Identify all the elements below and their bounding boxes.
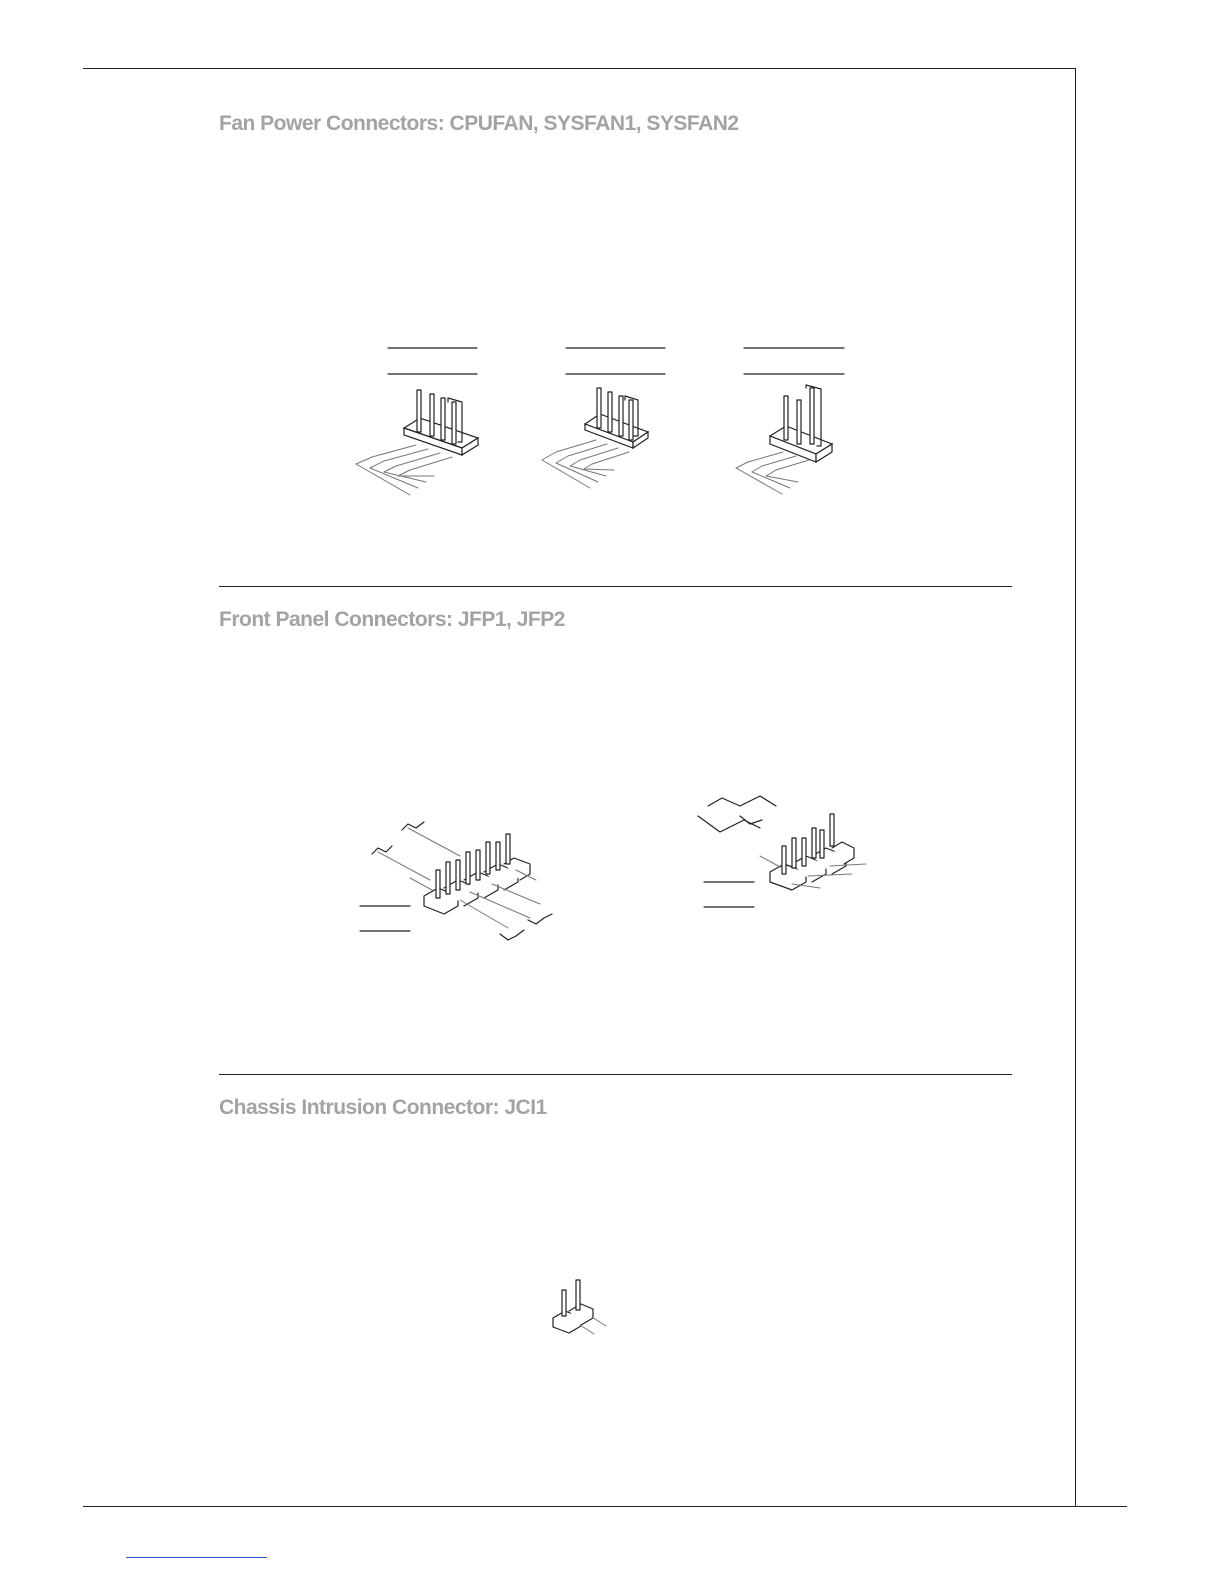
- fan-connectors-title: Fan Power Connectors: CPUFAN, SYSFAN1, SYSFAN2: [219, 112, 739, 135]
- footer-link-underline[interactable]: [126, 1557, 267, 1558]
- jci1-connector-icon: [553, 1280, 606, 1334]
- front-panel-connectors-title: Front Panel Connectors: JFP1, JFP2: [219, 608, 565, 631]
- chassis-intrusion-connector-title: Chassis Intrusion Connector: JCI1: [219, 1096, 547, 1119]
